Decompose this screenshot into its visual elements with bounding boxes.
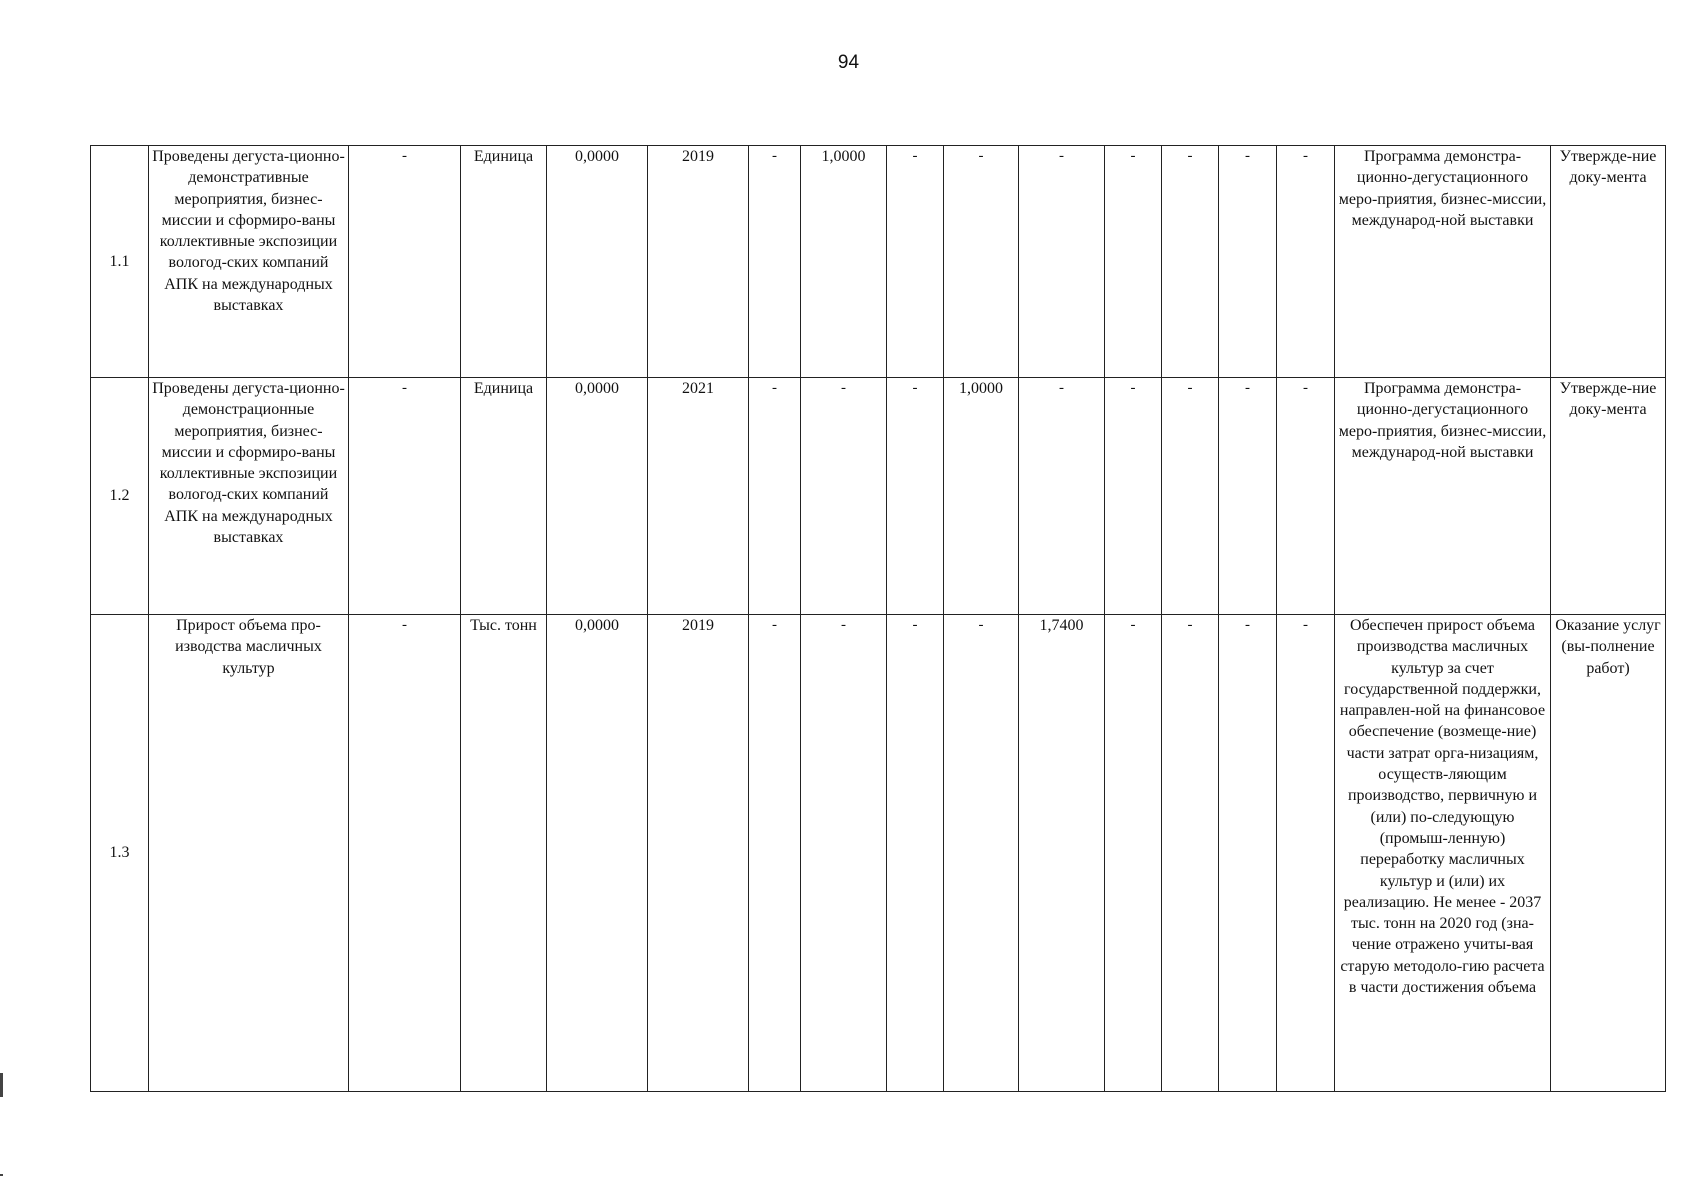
base-value: 0,0000 xyxy=(547,378,648,615)
value-3: - xyxy=(887,378,944,615)
result-description: Программа демонстра-ционно-дегустационного меро-приятия, бизнес-миссии, международ-ной выставки xyxy=(1335,378,1551,615)
value-9: - xyxy=(1277,378,1335,615)
value-7: - xyxy=(1162,615,1219,1092)
table-row xyxy=(91,378,1666,615)
value-6: - xyxy=(1105,378,1162,615)
value-6: - xyxy=(1105,615,1162,1092)
value-5: - xyxy=(1019,146,1105,378)
base-value: 0,0000 xyxy=(547,146,648,378)
result-type: Утвержде-ние доку-мента xyxy=(1551,378,1666,615)
cell-c3: - xyxy=(349,615,461,1092)
indicator-name: Проведены дегуста-ционно-демонстрационные мероприятия, бизнес-миссии и сформиро-ваны коллективные экспозиции вологод-ских компаний АПК на международных выставках xyxy=(149,378,349,615)
result-type: Утвержде-ние доку-мента xyxy=(1551,146,1666,378)
cell-c3: - xyxy=(349,146,461,378)
value-2: 1,0000 xyxy=(801,146,887,378)
value-5: - xyxy=(1019,378,1105,615)
value-9: - xyxy=(1277,615,1335,1092)
base-year: 2021 xyxy=(648,378,749,615)
value-6: - xyxy=(1105,146,1162,378)
value-5: 1,7400 xyxy=(1019,615,1105,1092)
value-8: - xyxy=(1219,615,1277,1092)
value-3: - xyxy=(887,146,944,378)
value-1: - xyxy=(749,615,801,1092)
value-2: - xyxy=(801,378,887,615)
value-8: - xyxy=(1219,378,1277,615)
unit: Единица xyxy=(461,146,547,378)
unit: Единица xyxy=(461,378,547,615)
value-4: 1,0000 xyxy=(944,378,1019,615)
value-8: - xyxy=(1219,146,1277,378)
row-number: 1.2 xyxy=(91,378,149,615)
value-4: - xyxy=(944,615,1019,1092)
page-number: 94 xyxy=(837,52,860,73)
indicator-name: Прирост объема про-изводства масличных культур xyxy=(149,615,349,1092)
unit: Тыс. тонн xyxy=(461,615,547,1092)
base-year: 2019 xyxy=(648,146,749,378)
row-number: 1.1 xyxy=(91,146,149,378)
result-description: Программа демонстра-ционно-дегустационного меро-приятия, бизнес-миссии, международ-ной выставки xyxy=(1335,146,1551,378)
value-9: - xyxy=(1277,146,1335,378)
value-1: - xyxy=(749,146,801,378)
table-row xyxy=(91,146,1666,378)
result-type: Оказание услуг (вы-полнение работ) xyxy=(1551,615,1666,1092)
row-number: 1.3 xyxy=(91,615,149,1092)
base-year: 2019 xyxy=(648,615,749,1092)
base-value: 0,0000 xyxy=(547,615,648,1092)
value-1: - xyxy=(749,378,801,615)
indicator-name: Проведены дегуста-ционно-демонстративные мероприятия, бизнес-миссии и сформиро-ваны коллективные экспозиции вологод-ских компаний АПК на международных выставках xyxy=(149,146,349,378)
value-7: - xyxy=(1162,146,1219,378)
result-description: Обеспечен прирост объема производства масличных культур за счет государственной поддержки, направлен-ной на финансовое обеспечение (возмеще-ние) части затрат орга-низациям, осуществ-ляющим производство, первичную и (или) по-следующую (промыш-ленную) переработку масличных культур и (или) их реализацию. Не менее - 2037 тыс. тонн на 2020 год (зна-чение отражено учиты-вая старую методоло-гию расчета в части достижения объема xyxy=(1335,615,1551,1092)
cell-c3: - xyxy=(349,378,461,615)
scan-margin-mark xyxy=(0,1174,3,1176)
value-3: - xyxy=(887,615,944,1092)
value-2: - xyxy=(801,615,887,1092)
scan-margin-mark xyxy=(0,1073,3,1097)
table-row xyxy=(91,615,1666,1092)
value-4: - xyxy=(944,146,1019,378)
value-7: - xyxy=(1162,378,1219,615)
indicators-table xyxy=(90,145,1666,1092)
